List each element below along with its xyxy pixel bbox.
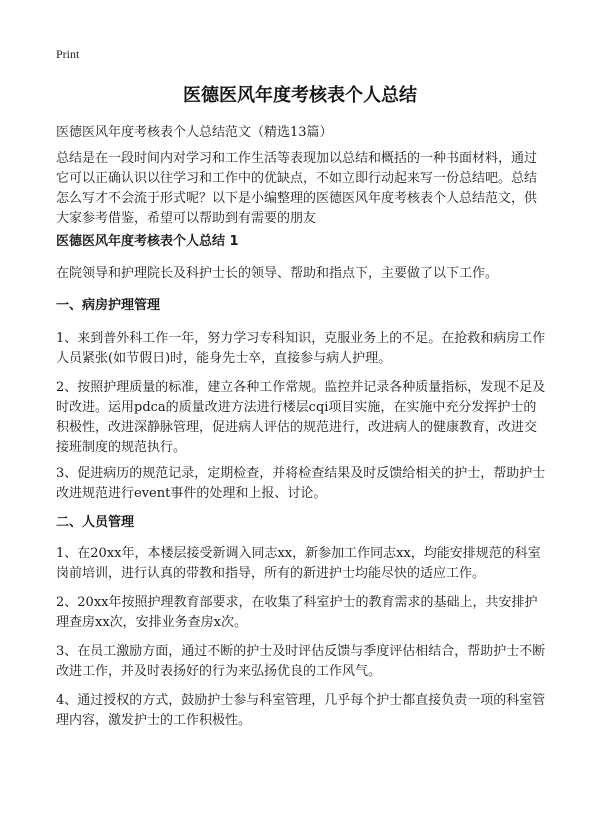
intro-paragraph [56, 149, 548, 229]
paragraph-4: 1、在20xx年，本楼层接受新调入同志xx，新参加工作同志xx，均能安排规范的科室岗前培训，进行认真的带教和指导，所有的新进护士均能尽快的适应工作。 [56, 546, 541, 581]
section-title: 医德医风年度考核表个人总结 1 [56, 234, 239, 249]
heading-staff-management: 二、人员管理 [56, 515, 135, 530]
paragraph-7: 4、通过授权的方式，鼓励护士参与科室管理，几乎每个护士都直接负责一项的科室管理内容，激发护士的工作积极性。 [56, 693, 546, 728]
paragraph-1: 1、来到普外科工作一年，努力学习专科知识，克服业务上的不足。在抢救和病房工作人员紧张(如节假日)时，能身先士卒，直接参与病人护理。 [56, 331, 546, 366]
intro-text: 总结是在一段时间内对学习和工作生活等表现加以总结和概括的一种书面材料，通过它可以正确认识以往学习和工作中的优缺点，不如立即行动起来写一份总结吧。总结怎么写才不会流于形式呢？以下是小编整理的医德医风年度考核表个人总结范文，供大家参考借鉴，希望可以帮助到有需要的朋友 [56, 151, 538, 226]
paragraph-5: 2、20xx年按照护理教育部要求，在收集了科室护士的教育需求的基础上，共安排护理查房xx次，安排业务查房x次。 [56, 595, 538, 630]
paragraph-6: 3、在员工激励方面，通过不断的护士及时评估反馈与季度评估相结合，帮助护士不断改进工作，并及时表扬好的行为来弘扬优良的工作风气。 [56, 644, 546, 679]
heading-ward-management: 一、病房护理管理 [56, 298, 161, 313]
paragraph-3: 3、促进病历的规范记录，定期检查，并将检查结果及时反馈给相关的护士，帮助护士改进规范进行event事件的处理和上报、讨论。 [56, 466, 546, 501]
paragraph-2: 2、按照护理质量的标准，建立各种工作常规。监控并记录各种质量指标，发现不足及时改进。运用pdca的质量改进方法进行楼层cqi项目实施，在实施中充分发挥护士的积极性，改进深静脉管理，促进病人评估的规范进行，改进病人的健康教育，改进交接班制度的规范执行。 [56, 380, 546, 455]
lead-paragraph: 在院领导和护理院长及科护士长的领导、帮助和指点下，主要做了以下工作。 [56, 266, 499, 281]
subtitle: 医德医风年度考核表个人总结范文（精选13篇） [56, 125, 333, 140]
page-title: 医德医风年度考核表个人总结 [183, 85, 417, 106]
print-link[interactable]: Print [56, 47, 80, 61]
